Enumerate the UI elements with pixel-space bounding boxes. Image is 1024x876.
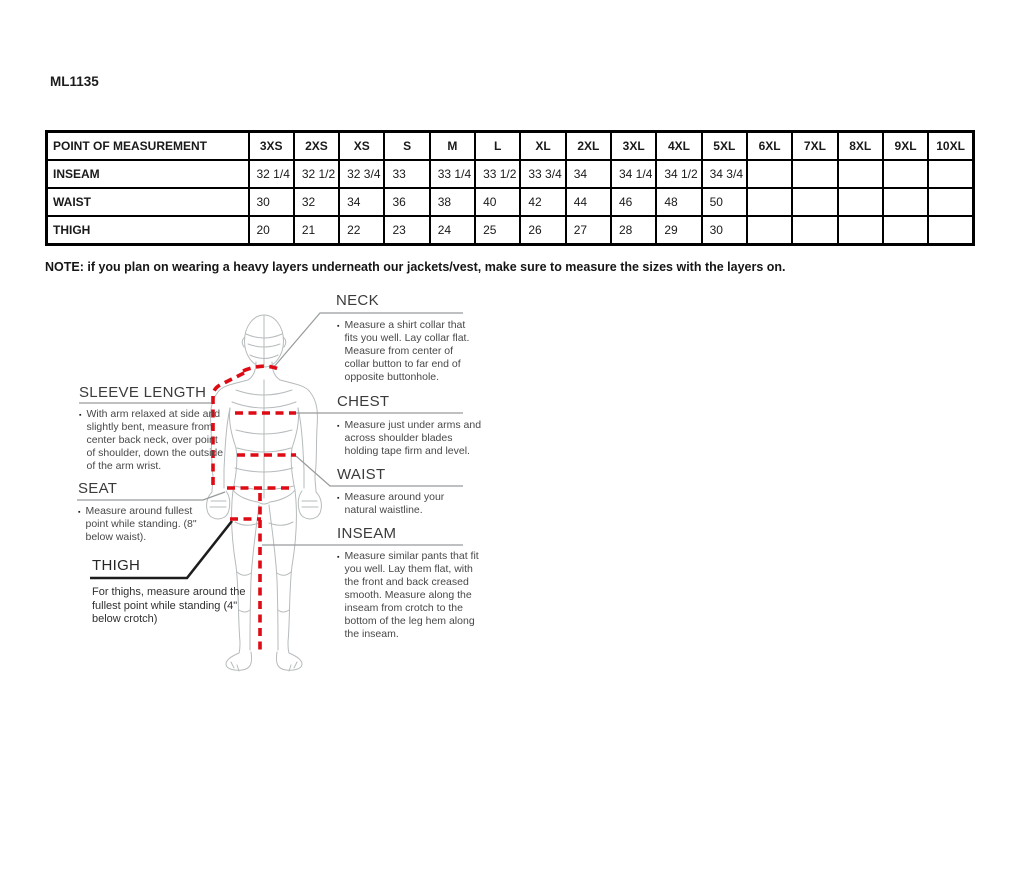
measurement-diagram bbox=[60, 290, 480, 675]
size-cell: 20 bbox=[249, 216, 294, 245]
col-header-size: 9XL bbox=[883, 132, 928, 161]
col-header-size: L bbox=[475, 132, 520, 161]
seat-description: ▪ Measure around fullest point while standing. (8" below waist). bbox=[78, 505, 197, 543]
size-cell: 22 bbox=[339, 216, 384, 245]
seat-label: SEAT bbox=[78, 480, 118, 497]
size-cell: 30 bbox=[249, 188, 294, 216]
col-header-size: M bbox=[430, 132, 475, 161]
size-cell: 28 bbox=[611, 216, 656, 245]
thigh-label: THIGH bbox=[92, 557, 141, 574]
size-cell bbox=[747, 160, 792, 188]
col-header-size: 10XL bbox=[928, 132, 973, 161]
size-cell: 40 bbox=[475, 188, 520, 216]
col-header-size: 7XL bbox=[792, 132, 837, 161]
size-cell: 25 bbox=[475, 216, 520, 245]
col-header-size: 2XL bbox=[566, 132, 611, 161]
bullet-icon: ▪ bbox=[337, 423, 340, 430]
col-header-point-of-measurement: POINT OF MEASUREMENT bbox=[47, 132, 249, 161]
size-cell: 23 bbox=[384, 216, 429, 245]
size-cell bbox=[792, 216, 837, 245]
size-cell: 33 3/4 bbox=[520, 160, 565, 188]
size-cell: 32 3/4 bbox=[339, 160, 384, 188]
bullet-icon: ▪ bbox=[337, 554, 340, 561]
bullet-icon: ▪ bbox=[337, 495, 340, 502]
col-header-size: 4XL bbox=[656, 132, 701, 161]
row-label: THIGH bbox=[47, 216, 249, 245]
size-cell: 33 1/2 bbox=[475, 160, 520, 188]
size-cell bbox=[792, 160, 837, 188]
size-cell: 34 3/4 bbox=[702, 160, 747, 188]
size-table-body bbox=[47, 160, 974, 245]
size-cell bbox=[883, 216, 928, 245]
col-header-size: S bbox=[384, 132, 429, 161]
size-cell: 42 bbox=[520, 188, 565, 216]
note-text: NOTE: if you plan on wearing a heavy layers underneath our jackets/vest, make sure to measure the sizes with the layers on. bbox=[45, 260, 786, 274]
size-table-header-row bbox=[47, 132, 974, 161]
size-cell bbox=[928, 216, 973, 245]
table-row bbox=[47, 160, 974, 188]
bullet-icon: ▪ bbox=[337, 323, 340, 330]
size-cell: 24 bbox=[430, 216, 475, 245]
col-header-size: XL bbox=[520, 132, 565, 161]
size-cell: 27 bbox=[566, 216, 611, 245]
row-label: INSEAM bbox=[47, 160, 249, 188]
size-cell: 38 bbox=[430, 188, 475, 216]
neck-measure-line bbox=[243, 366, 281, 371]
size-cell: 32 1/2 bbox=[294, 160, 339, 188]
inseam-description: ▪ Measure similar pants that fit you well. Lay them flat, with the front and back creased smooth. Measure along the inseam from crotch to the bottom of the leg hem along the inseam. bbox=[337, 550, 479, 640]
size-cell bbox=[883, 160, 928, 188]
size-cell bbox=[747, 216, 792, 245]
table-row bbox=[47, 216, 974, 245]
row-label: WAIST bbox=[47, 188, 249, 216]
size-cell: 33 bbox=[384, 160, 429, 188]
col-header-size: 3XL bbox=[611, 132, 656, 161]
size-cell: 34 bbox=[566, 160, 611, 188]
size-cell: 32 bbox=[294, 188, 339, 216]
size-cell: 46 bbox=[611, 188, 656, 216]
bullet-icon: ▪ bbox=[78, 509, 81, 516]
neck-label: NECK bbox=[336, 292, 379, 309]
size-cell: 34 1/4 bbox=[611, 160, 656, 188]
size-cell: 33 1/4 bbox=[430, 160, 475, 188]
sleeve-length-label: SLEEVE LENGTH bbox=[79, 384, 207, 401]
col-header-size: 5XL bbox=[702, 132, 747, 161]
size-cell: 48 bbox=[656, 188, 701, 216]
chest-label: CHEST bbox=[337, 393, 390, 410]
thigh-description: For thighs, measure around the fullest point while standing (4" below crotch) bbox=[92, 586, 246, 625]
size-cell bbox=[838, 188, 883, 216]
size-cell: 21 bbox=[294, 216, 339, 245]
size-cell: 26 bbox=[520, 216, 565, 245]
col-header-size: XS bbox=[339, 132, 384, 161]
size-cell bbox=[792, 188, 837, 216]
waist-label: WAIST bbox=[337, 466, 386, 483]
size-cell: 44 bbox=[566, 188, 611, 216]
size-chart-table bbox=[45, 130, 975, 246]
col-header-size: 6XL bbox=[747, 132, 792, 161]
col-header-size: 8XL bbox=[838, 132, 883, 161]
col-header-size: 2XS bbox=[294, 132, 339, 161]
col-header-size: 3XS bbox=[249, 132, 294, 161]
size-cell: 34 bbox=[339, 188, 384, 216]
bullet-icon: ▪ bbox=[79, 412, 82, 419]
table-row bbox=[47, 188, 974, 216]
size-cell: 50 bbox=[702, 188, 747, 216]
size-cell bbox=[838, 216, 883, 245]
waist-description: ▪ Measure around your natural waistline. bbox=[337, 491, 445, 516]
inseam-label: INSEAM bbox=[337, 525, 397, 542]
sleeve-length-description: ▪ With arm relaxed at side and slightly bent, measure from center back neck, over point of shoulder, down the outside of the arm wrist. bbox=[79, 408, 224, 472]
size-cell: 32 1/4 bbox=[249, 160, 294, 188]
size-cell bbox=[838, 160, 883, 188]
neck-description: ▪ Measure a shirt collar that fits you well. Lay collar flat. Measure from center of collar button to far end of opposite buttonhole. bbox=[337, 319, 470, 383]
size-cell bbox=[883, 188, 928, 216]
size-cell: 34 1/2 bbox=[656, 160, 701, 188]
size-cell: 36 bbox=[384, 188, 429, 216]
size-cell bbox=[928, 188, 973, 216]
size-table bbox=[45, 130, 975, 246]
size-cell bbox=[747, 188, 792, 216]
page-title: ML1135 bbox=[50, 74, 99, 89]
chest-description: ▪ Measure just under arms and across shoulder blades holding tape firm and level. bbox=[337, 419, 482, 457]
size-cell: 30 bbox=[702, 216, 747, 245]
size-cell bbox=[928, 160, 973, 188]
size-cell: 29 bbox=[656, 216, 701, 245]
